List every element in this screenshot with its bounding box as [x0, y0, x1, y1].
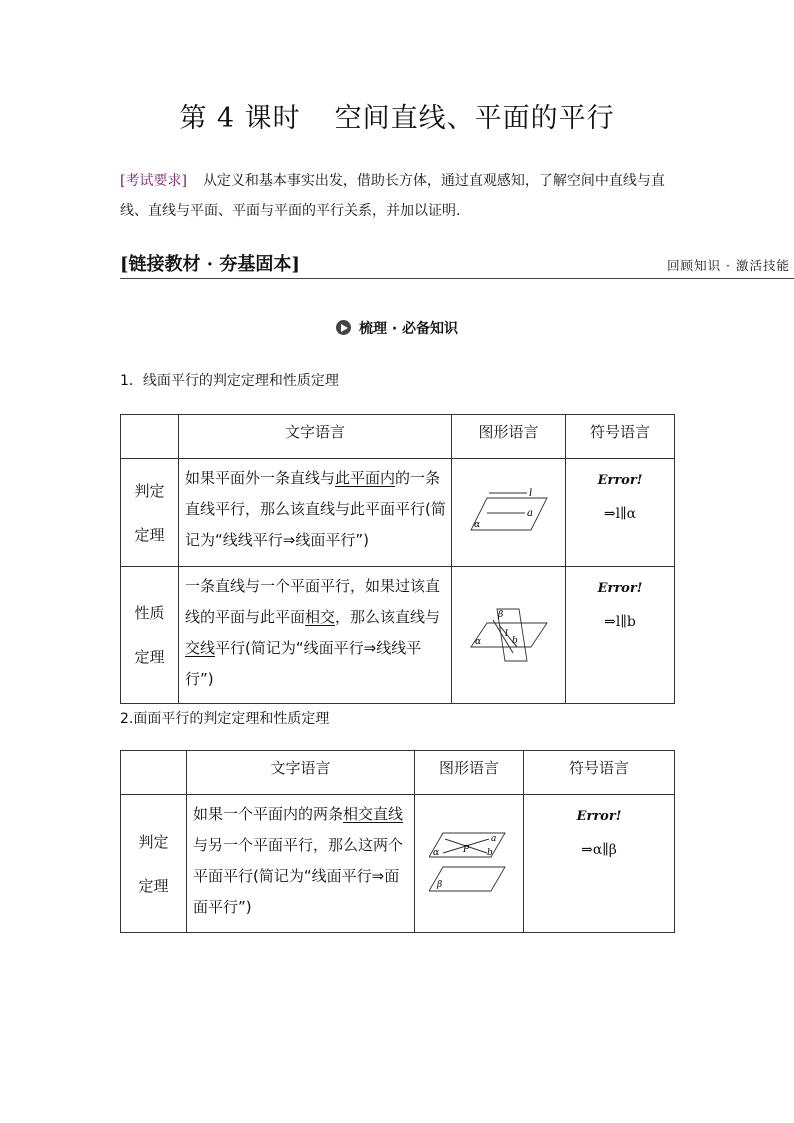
intersecting-planes-diagram — [467, 603, 551, 663]
svg-text:β: β — [497, 610, 503, 620]
parallel-planes-diagram — [429, 829, 509, 895]
svg-text:α: α — [433, 847, 440, 858]
header-empty — [121, 751, 187, 795]
svg-text:α: α — [474, 637, 481, 647]
row-label: 性质 定理 — [121, 567, 179, 704]
line-plane-parallel-table — [120, 414, 675, 704]
header-symbol-language: 符号语言 — [524, 751, 675, 795]
lesson-topic: 空间直线、平面的平行 — [334, 103, 615, 134]
header-graphic-language: 图形语言 — [415, 751, 524, 795]
text-language-cell: 如果一个平面内的两条相交直线与另一个平面平行，那么这两个平面平行(简记为“线面平行⇒面面平行”) — [187, 795, 415, 933]
table-row — [121, 459, 675, 567]
subsection-label: 梳理 · 必备知识 — [358, 321, 459, 337]
svg-text:l: l — [504, 629, 508, 639]
svg-text:b: b — [511, 636, 518, 646]
table-row — [121, 567, 675, 704]
header-text-language: 文字语言 — [187, 751, 415, 795]
svg-text:α: α — [473, 519, 480, 530]
plane-plane-parallel-table — [120, 750, 675, 933]
line-plane-figure — [452, 459, 566, 567]
requirement-text: 从定义和基本事实出发，借助长方体，通过直观感知，了解空间中直线与直线、直线与平面、平面与平面的平行关系，并加以证明. — [120, 173, 665, 219]
requirement-tag: [考试要求] — [120, 173, 187, 189]
lesson-number: 第 4 课时 — [179, 103, 301, 134]
table-header-row — [121, 751, 675, 795]
header-symbol-language: 符号语言 — [566, 415, 675, 459]
svg-text:a: a — [491, 833, 497, 844]
section-header — [120, 250, 794, 279]
svg-text:l: l — [528, 487, 532, 499]
exam-requirement — [120, 166, 680, 226]
header-graphic-language: 图形语言 — [452, 415, 566, 459]
parallel-planes-figure — [415, 795, 524, 933]
svg-text:a: a — [526, 507, 533, 519]
intersecting-planes-figure — [452, 567, 566, 704]
table-header-row — [121, 415, 675, 459]
svg-text:b: b — [487, 847, 493, 858]
symbol-language-cell: Error! ⇒α∥β — [524, 795, 675, 933]
play-circle-icon — [336, 320, 351, 335]
row-label: 判定 定理 — [121, 795, 187, 933]
part2-heading: 2.面面平行的判定定理和性质定理 — [120, 711, 330, 727]
subsection-title — [0, 318, 794, 338]
header-empty — [121, 415, 179, 459]
section-title: [链接教材 · 夯基固本] — [120, 254, 300, 275]
row-label: 判定 定理 — [121, 459, 179, 567]
svg-text:β: β — [437, 879, 443, 890]
text-language-cell: 如果平面外一条直线与此平面内的一条直线平行，那么该直线与此平面平行(简记为“线线平行⇒线面平行”) — [179, 459, 452, 567]
symbol-language-cell: Error! ⇒l∥b — [566, 567, 675, 704]
header-text-language: 文字语言 — [179, 415, 452, 459]
symbol-language-cell: Error! ⇒l∥α — [566, 459, 675, 567]
plane-line-diagram — [469, 486, 549, 536]
svg-text:P: P — [463, 844, 470, 855]
part1-heading: 1．线面平行的判定定理和性质定理 — [120, 373, 339, 389]
text-language-cell: 一条直线与一个平面平行，如果过该直线的平面与此平面相交，那么该直线与交线平行(简记为“线面平行⇒线线平行”) — [179, 567, 452, 704]
table-row — [121, 795, 675, 933]
section-subtitle: 回顾知识 · 激活技能 — [667, 258, 790, 273]
lesson-title — [0, 96, 794, 135]
